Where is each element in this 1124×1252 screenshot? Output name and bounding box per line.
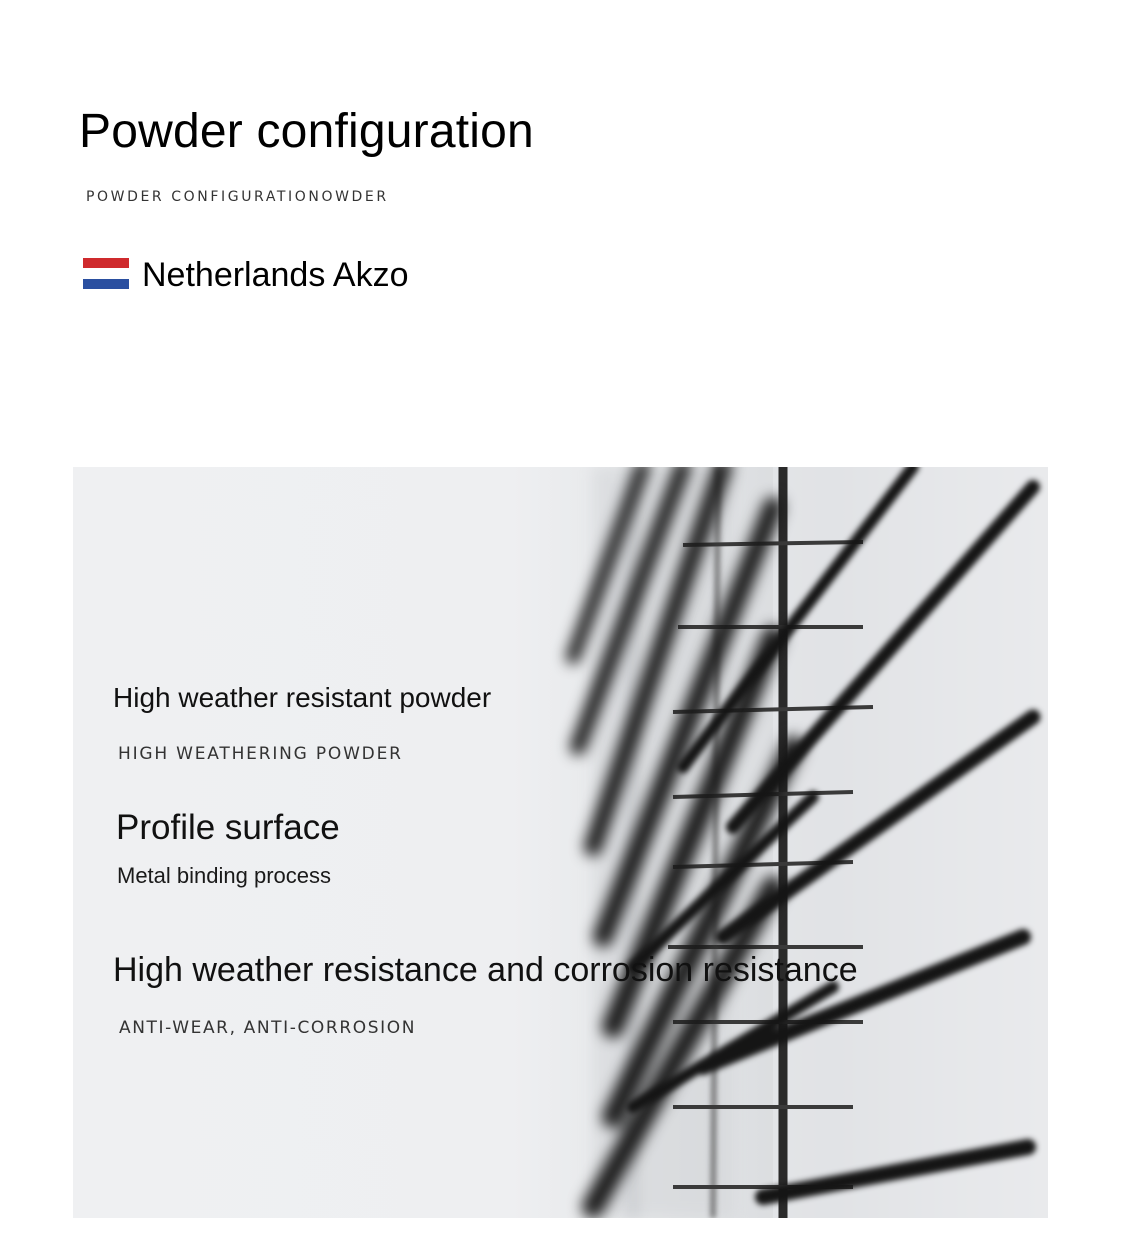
- netherlands-flag-icon: [83, 258, 129, 289]
- page-subtitle: POWDER CONFIGURATIONOWDER: [86, 189, 389, 205]
- feature-3-caption: ANTI-WEAR, ANTI-CORROSION: [119, 1018, 417, 1038]
- feature-2-caption: Metal binding process: [117, 863, 332, 888]
- flag-stripe-blue: [83, 279, 129, 289]
- flag-stripe-red: [83, 258, 129, 268]
- page-title: Powder configuration: [79, 105, 534, 158]
- flag-stripe-white: [83, 268, 129, 278]
- feature-1-title: High weather resistant powder: [113, 682, 492, 713]
- feature-2-title: Profile surface: [116, 808, 340, 847]
- feature-1-caption: HIGH WEATHERING POWDER: [118, 744, 403, 764]
- feature-3-title: High weather resistance and corrosion resistance: [113, 951, 858, 989]
- brand-name: Netherlands Akzo: [142, 256, 409, 294]
